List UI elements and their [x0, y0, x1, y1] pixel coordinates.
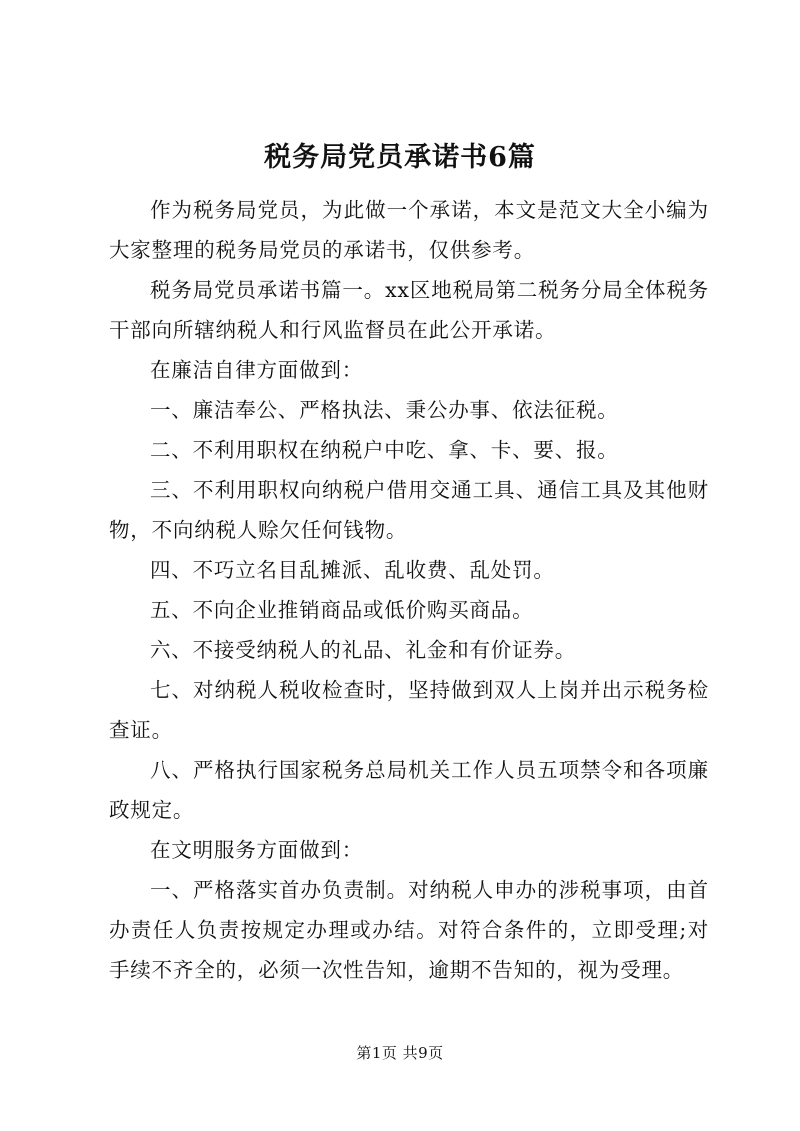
section-heading-service: 在文明服务方面做到： [150, 838, 363, 862]
document-body [109, 190, 709, 990]
paragraph-item-5: 五、不向企业推销商品或低价购买商品。 [150, 598, 534, 622]
paragraph-item-3: 三、不利用职权向纳税户借用交通工具、通信工具及其他财物，不向纳税人赊欠任何钱物。 [109, 478, 709, 542]
paragraph-item-1: 一、廉洁奉公、严格执法、秉公办事、依法征税。 [150, 398, 619, 422]
page-footer: 第1页 共9页 [356, 1044, 444, 1062]
section-heading-integrity: 在廉洁自律方面做到： [150, 358, 363, 382]
paragraph-service-item-1: 一、严格落实首办负责制。对纳税人申办的涉税事项，由首办责任人负责按规定办理或办结。对符合条件的，立即受理;对手续不齐全的，必须一次性告知，逾期不告知的，视为受理。 [109, 878, 709, 982]
paragraph-intro: 作为税务局党员，为此做一个承诺，本文是范文大全小编为大家整理的税务局党员的承诺书，仅供参考。 [109, 198, 709, 262]
paragraph-item-7: 七、对纳税人税收检查时，坚持做到双人上岗并出示税务检查证。 [109, 678, 709, 742]
paragraph-item-4: 四、不巧立名目乱摊派、乱收费、乱处罚。 [150, 558, 555, 582]
paragraph-item-2: 二、不利用职权在纳税户中吃、拿、卡、要、报。 [150, 438, 619, 462]
document-title: 税务局党员承诺书6篇 [264, 142, 536, 173]
paragraph-pledge-one: 税务局党员承诺书篇一。xx区地税局第二税务分局全体税务干部向所辖纳税人和行风监督员在此公开承诺。 [109, 278, 709, 342]
paragraph-item-6: 六、不接受纳税人的礼品、礼金和有价证券。 [150, 638, 576, 662]
paragraph-item-8: 八、严格执行国家税务总局机关工作人员五项禁令和各项廉政规定。 [109, 758, 709, 822]
